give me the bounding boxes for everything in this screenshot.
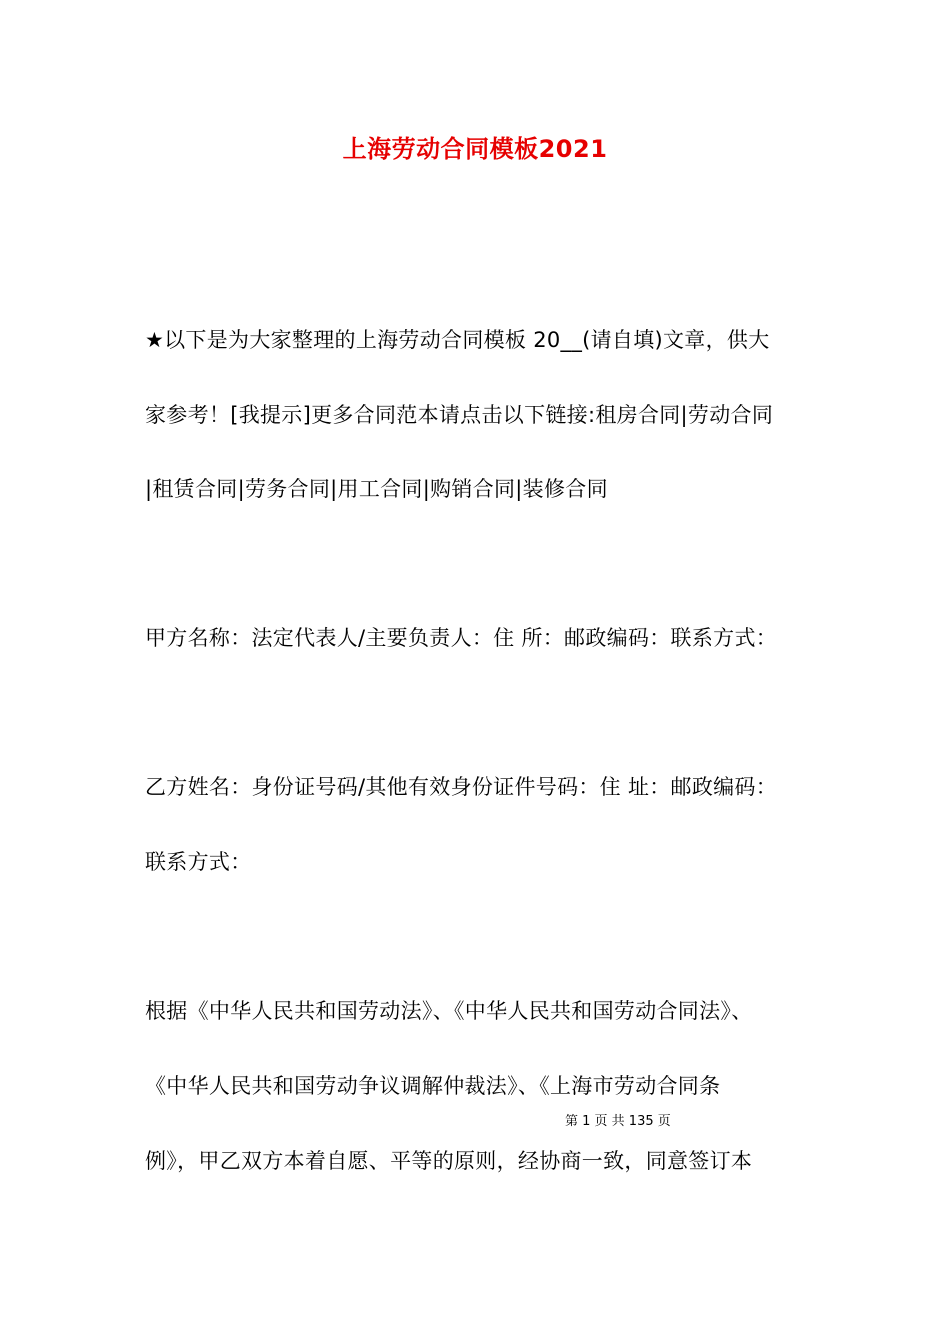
basis-line-3: 例》，甲乙双方本着自愿、平等的原则，经协商一致，同意签订本	[145, 1149, 753, 1173]
basis-line-1: 根据《中华人民共和国劳动法》、《中华人民共和国劳动合同法》、	[145, 999, 753, 1023]
party-b-line-1: 乙方姓名：身份证号码/其他有效身份证件号码：住 址：邮政编码：	[145, 775, 778, 799]
basis-line-2: 《中华人民共和国劳动争议调解仲裁法》、《上海市劳动合同条	[145, 1074, 721, 1098]
party-b-line-2: 联系方式：	[145, 850, 252, 874]
page-number-footer: 第 1 页 共 135 页	[565, 1114, 671, 1129]
intro-line-1: ★以下是为大家整理的上海劳动合同模板 20__(请自填)文章，供大	[145, 328, 770, 352]
intro-line-2: 家参考！[我提示]更多合同范本请点击以下链接:租房合同|劳动合同	[145, 403, 774, 427]
intro-line-3: |租赁合同|劳务合同|用工合同|购销合同|装修合同	[145, 477, 608, 501]
party-a-line-1: 甲方名称：法定代表人/主要负责人：住 所：邮政编码：联系方式：	[145, 626, 778, 650]
document-title: 上海劳动合同模板2021	[342, 135, 608, 163]
